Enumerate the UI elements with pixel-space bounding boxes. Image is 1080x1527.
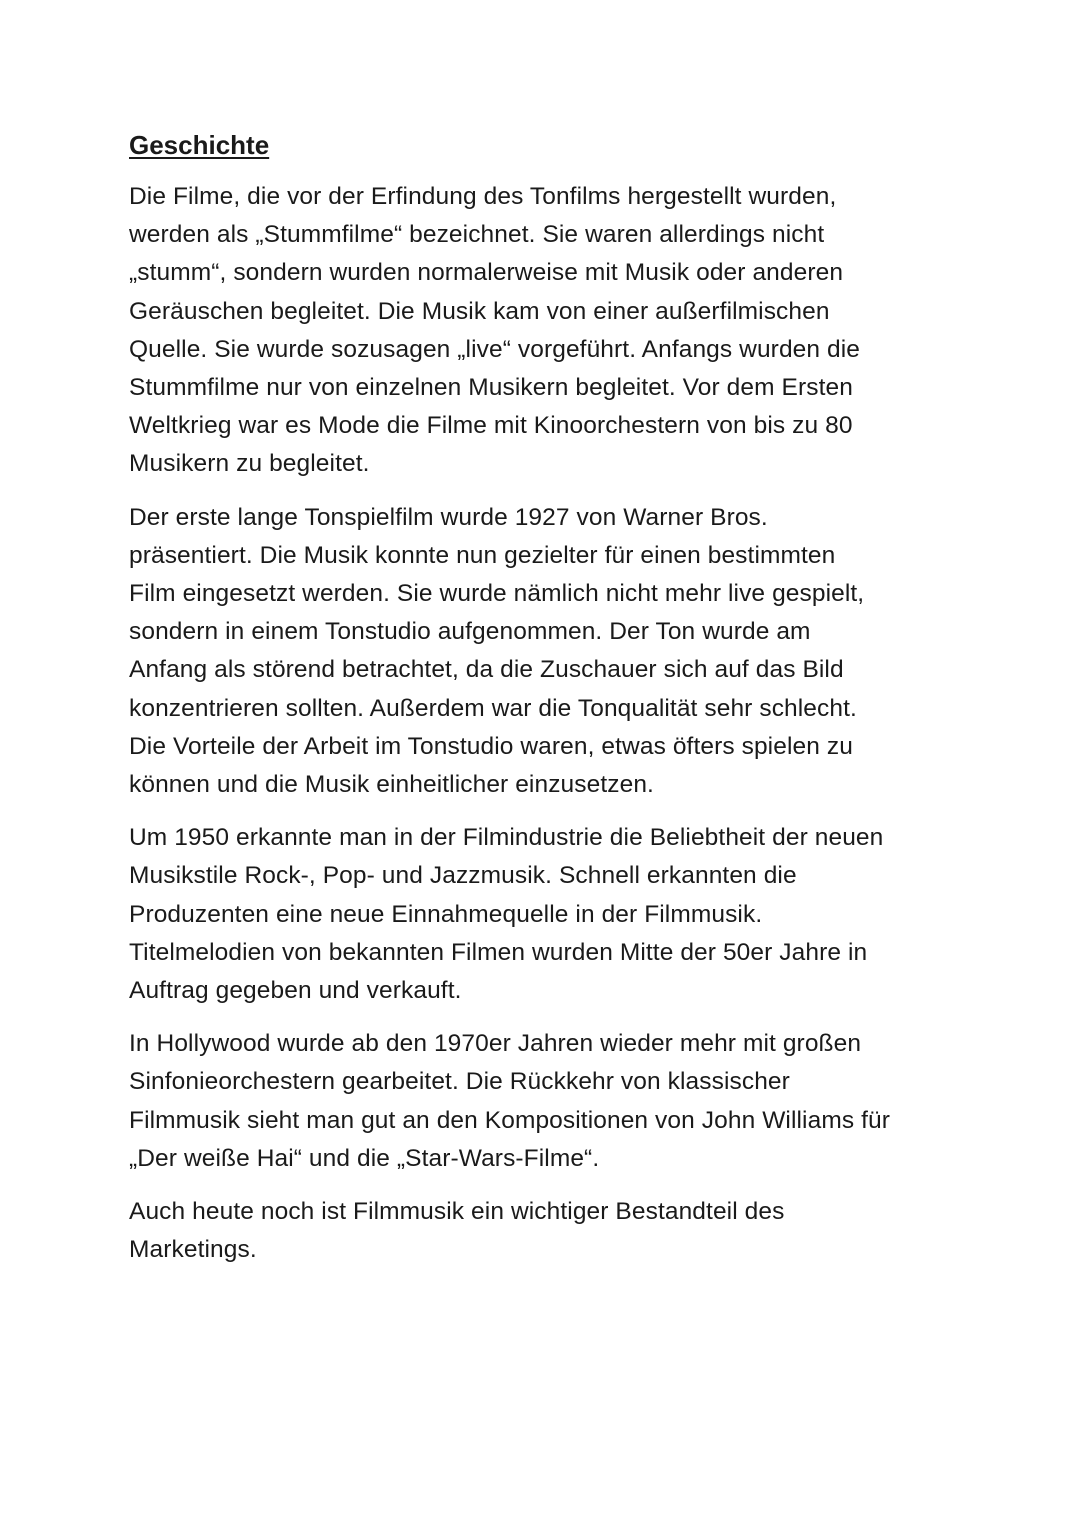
paragraph-sound-films	[129, 499, 969, 805]
text-line: Marketings.	[129, 1236, 257, 1264]
text-line: werden als „Stummfilme“ bezeichnet. Sie waren allerdings nicht	[129, 221, 825, 249]
text-line: „stumm“, sondern wurden normalerweise mit Musik oder anderen	[129, 259, 844, 287]
paragraph-hollywood	[129, 1025, 969, 1178]
text-line: Die Vorteile der Arbeit im Tonstudio waren, etwas öfters spielen zu	[129, 732, 853, 760]
text-line: Stummfilme nur von einzelnen Musikern begleitet. Vor dem Ersten	[129, 374, 853, 402]
text-line: Produzenten eine neue Einnahmequelle in der Filmmusik.	[129, 900, 763, 928]
section-heading: Geschichte	[129, 130, 270, 160]
text-line: Filmmusik sieht man gut an den Kompositionen von John Williams für	[129, 1106, 890, 1134]
text-line: Quelle. Sie wurde sozusagen „live“ vorgeführt. Anfangs wurden die	[129, 335, 861, 363]
text-line: „Der weiße Hai“ und die „Star-Wars-Filme“.	[129, 1144, 600, 1172]
paragraph-silent-films	[129, 178, 969, 484]
text-line: präsentiert. Die Musik konnte nun gezielter für einen bestimmten	[129, 541, 836, 569]
text-line: Auftrag gegeben und verkauft.	[129, 977, 462, 1005]
text-line: Weltkrieg war es Mode die Filme mit Kinoorchestern von bis zu 80	[129, 412, 853, 440]
text-line: konzentrieren sollten. Außerdem war die Tonqualität sehr schlecht.	[129, 694, 857, 722]
paragraph-today	[129, 1193, 969, 1269]
text-line: Auch heute noch ist Filmmusik ein wichtiger Bestandteil des	[129, 1198, 785, 1226]
text-line: Titelmelodien von bekannten Filmen wurden Mitte der 50er Jahre in	[129, 938, 868, 966]
text-line: Um 1950 erkannte man in der Filmindustrie die Beliebtheit der neuen	[129, 824, 884, 852]
text-line: Die Filme, die vor der Erfindung des Tonfilms hergestellt wurden,	[129, 183, 837, 210]
text-line: Geräuschen begleitet. Die Musik kam von einer außerfilmischen	[129, 297, 830, 325]
document-page	[129, 128, 969, 1284]
paragraph-1950s	[129, 819, 969, 1010]
text-line: Film eingesetzt werden. Sie wurde nämlich nicht mehr live gespielt,	[129, 580, 865, 608]
text-line: Musikern zu begleitet.	[129, 450, 370, 478]
text-line: können und die Musik einheitlicher einzusetzen.	[129, 771, 654, 799]
text-line: Anfang als störend betrachtet, da die Zuschauer sich auf das Bild	[129, 656, 844, 684]
text-line: In Hollywood wurde ab den 1970er Jahren wieder mehr mit großen	[129, 1030, 862, 1058]
text-line: Sinfonieorchestern gearbeitet. Die Rückkehr von klassischer	[129, 1068, 790, 1096]
text-line: sondern in einem Tonstudio aufgenommen. Der Ton wurde am	[129, 618, 811, 646]
text-line: Der erste lange Tonspielfilm wurde 1927 von Warner Bros.	[129, 503, 768, 531]
text-line: Musikstile Rock-, Pop- und Jazzmusik. Schnell erkannten die	[129, 862, 797, 890]
